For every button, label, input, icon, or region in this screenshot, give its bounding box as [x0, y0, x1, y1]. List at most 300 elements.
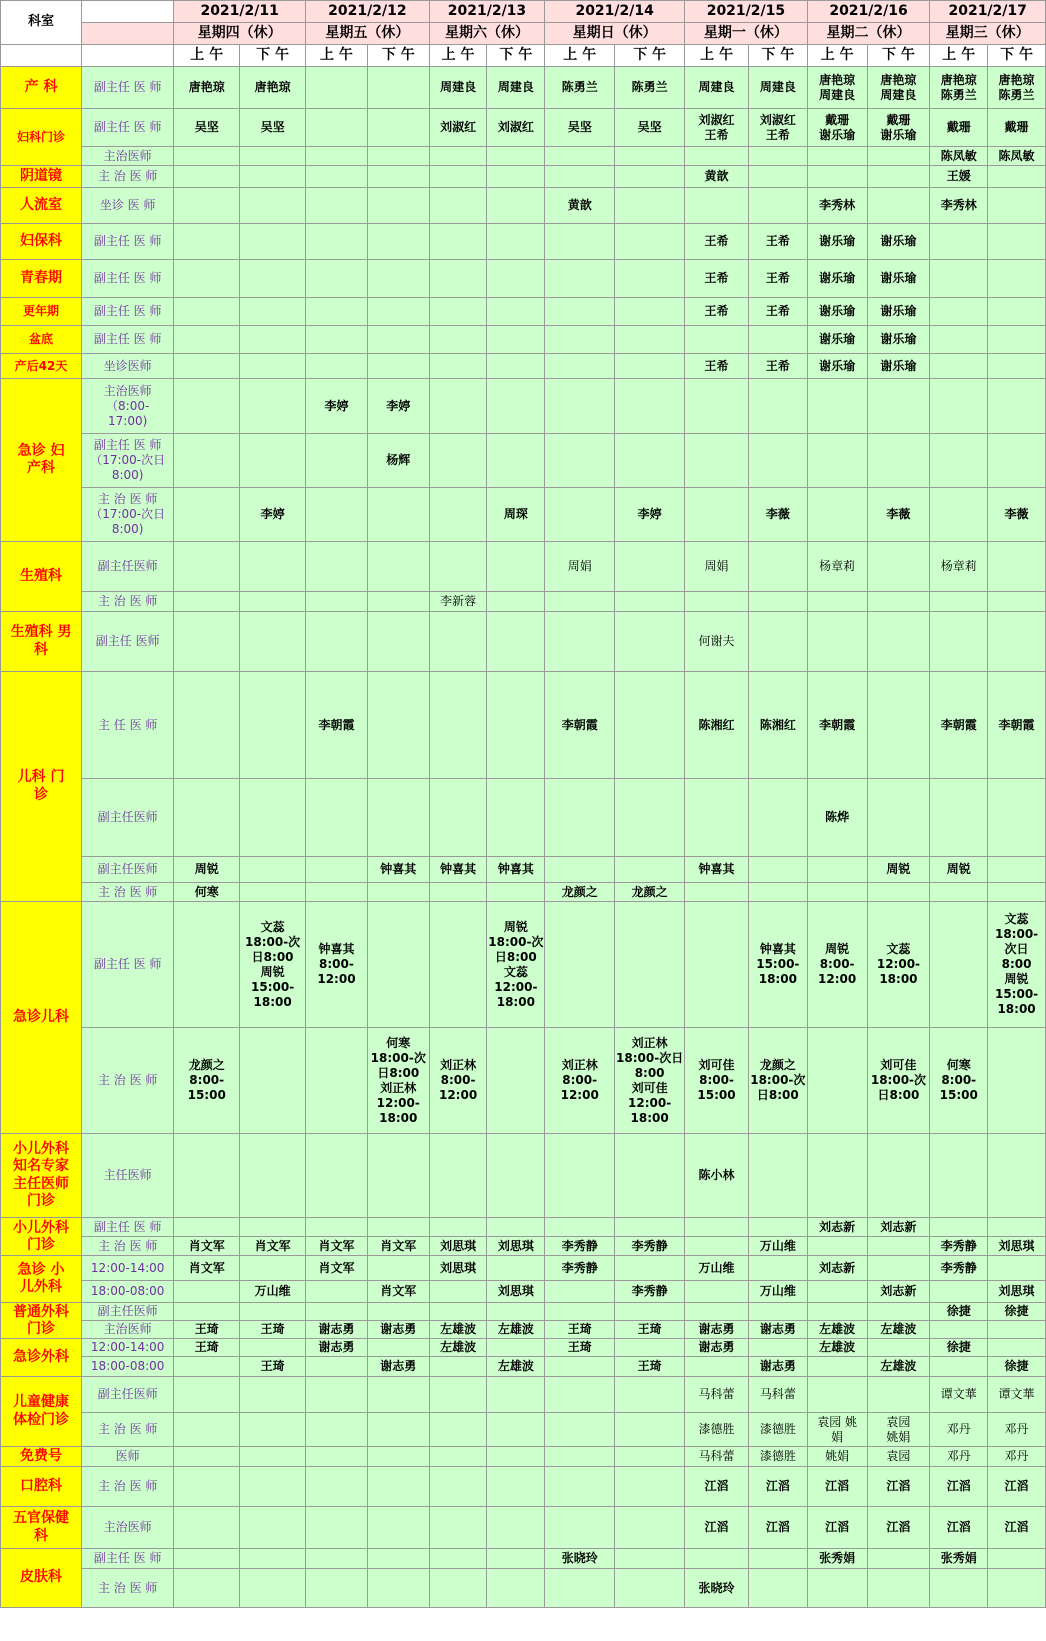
doctor-cell — [174, 224, 240, 260]
doctor-cell: 万山维 — [748, 1281, 807, 1303]
doctor-cell — [545, 379, 615, 434]
department-cell: 五官保健 科 — [1, 1507, 82, 1549]
doctor-cell — [807, 883, 867, 902]
doctor-cell — [685, 1549, 749, 1569]
doctor-cell — [367, 147, 429, 166]
role-cell: 副主任医师 — [82, 1303, 174, 1321]
doctor-cell — [988, 1218, 1046, 1237]
doctor-cell — [545, 902, 615, 1028]
doctor-cell — [240, 592, 306, 612]
role-cell: 主治医师 — [82, 1507, 174, 1549]
doctor-cell — [240, 147, 306, 166]
doctor-cell: 刘可佳 8:00- 15:00 — [685, 1028, 749, 1134]
doctor-cell — [240, 542, 306, 592]
doctor-cell — [867, 1569, 930, 1608]
doctor-cell — [615, 354, 685, 379]
doctor-cell: 刘淑红 — [429, 109, 487, 147]
role-cell: 12:00-14:00 — [82, 1256, 174, 1281]
doctor-cell — [367, 224, 429, 260]
doctor-cell — [306, 779, 368, 857]
doctor-cell: 张晓玲 — [545, 1549, 615, 1569]
doctor-cell: 王希 — [748, 260, 807, 298]
doctor-cell: 江滔 — [988, 1507, 1046, 1549]
doctor-cell — [487, 434, 545, 488]
doctor-cell — [174, 1413, 240, 1447]
doctor-cell — [615, 326, 685, 354]
doctor-cell: 吴坚 — [240, 109, 306, 147]
doctor-cell: 刘思琪 — [429, 1256, 487, 1281]
doctor-cell — [748, 1256, 807, 1281]
department-cell: 人流室 — [1, 188, 82, 224]
role-cell: 主 治 医 师 — [82, 883, 174, 902]
doctor-cell: 王希 — [685, 298, 749, 326]
doctor-cell: 李婷 — [367, 379, 429, 434]
doctor-cell — [930, 1218, 988, 1237]
am-header: 上 午 — [930, 45, 988, 67]
doctor-cell — [174, 1569, 240, 1608]
doctor-cell — [240, 1339, 306, 1357]
doctor-cell — [685, 147, 749, 166]
am-header: 上 午 — [429, 45, 487, 67]
doctor-cell — [174, 1303, 240, 1321]
doctor-cell — [174, 166, 240, 188]
doctor-cell: 陈凤敏 — [988, 147, 1046, 166]
doctor-cell — [306, 188, 368, 224]
doctor-cell — [367, 542, 429, 592]
doctor-cell — [429, 326, 487, 354]
doctor-cell — [930, 1321, 988, 1339]
doctor-cell: 李薇 — [748, 488, 807, 542]
department-cell: 生殖科 — [1, 542, 82, 612]
doctor-cell: 黄歆 — [545, 188, 615, 224]
doctor-cell: 李朝霞 — [306, 672, 368, 779]
date-cell: 2021/2/17 — [930, 1, 1046, 23]
doctor-cell — [367, 67, 429, 109]
doctor-cell: 江滔 — [988, 1467, 1046, 1507]
doctor-cell — [174, 1218, 240, 1237]
doctor-cell — [306, 1467, 368, 1507]
doctor-cell — [988, 326, 1046, 354]
doctor-cell — [685, 779, 749, 857]
pm-header: 下 午 — [240, 45, 306, 67]
schedule-row — [1, 1339, 1046, 1357]
doctor-cell — [429, 224, 487, 260]
doctor-cell — [487, 592, 545, 612]
schedule-row — [1, 1569, 1046, 1608]
doctor-cell — [306, 298, 368, 326]
role-cell: 主 治 医 师 — [82, 1237, 174, 1256]
doctor-cell: 肖文军 — [367, 1281, 429, 1303]
doctor-cell: 钟喜其 — [487, 857, 545, 883]
doctor-cell: 张秀娟 — [930, 1549, 988, 1569]
doctor-cell: 王媛 — [930, 166, 988, 188]
doctor-cell: 左雄波 — [867, 1321, 930, 1339]
role-cell: 副主任 医 师 — [82, 326, 174, 354]
doctor-cell — [367, 260, 429, 298]
doctor-cell — [429, 1569, 487, 1608]
doctor-cell — [685, 434, 749, 488]
doctor-cell — [615, 188, 685, 224]
doctor-cell: 李薇 — [867, 488, 930, 542]
schedule-row — [1, 612, 1046, 672]
doctor-cell — [545, 1447, 615, 1467]
doctor-cell — [487, 1507, 545, 1549]
doctor-cell — [367, 1569, 429, 1608]
doctor-cell — [240, 1569, 306, 1608]
doctor-cell: 谢乐瑜 — [867, 260, 930, 298]
doctor-cell — [807, 147, 867, 166]
doctor-cell — [174, 1467, 240, 1507]
doctor-cell: 刘思琪 — [988, 1281, 1046, 1303]
doctor-cell: 马科蕾 — [685, 1377, 749, 1413]
department-cell: 青春期 — [1, 260, 82, 298]
doctor-cell: 谢志勇 — [748, 1357, 807, 1377]
schedule-row — [1, 188, 1046, 224]
doctor-cell — [240, 224, 306, 260]
schedule-row — [1, 1413, 1046, 1447]
doctor-cell: 左雄波 — [807, 1321, 867, 1339]
doctor-cell: 谢志勇 — [685, 1339, 749, 1357]
doctor-cell: 张秀娟 — [807, 1549, 867, 1569]
role-cell: 副主任医师 — [82, 779, 174, 857]
role-cell: 副主任 医 师 — [82, 109, 174, 147]
doctor-cell — [487, 1339, 545, 1357]
doctor-cell — [930, 1569, 988, 1608]
pm-header: 下 午 — [988, 45, 1046, 67]
doctor-cell: 李秀静 — [930, 1256, 988, 1281]
doctor-cell — [988, 1321, 1046, 1339]
am-header: 上 午 — [807, 45, 867, 67]
doctor-cell — [367, 488, 429, 542]
doctor-cell: 江滔 — [867, 1467, 930, 1507]
role-cell: 坐诊医师 — [82, 354, 174, 379]
doctor-cell — [988, 166, 1046, 188]
doctor-cell: 周锐 18:00-次 日8:00 文蕊 12:00- 18:00 — [487, 902, 545, 1028]
schedule-row — [1, 379, 1046, 434]
doctor-cell — [306, 1569, 368, 1608]
doctor-cell: 刘志新 — [867, 1218, 930, 1237]
schedule-row — [1, 260, 1046, 298]
doctor-cell — [615, 166, 685, 188]
role-cell: 主治医师 （8:00- 17:00) — [82, 379, 174, 434]
doctor-cell: 徐捷 — [988, 1303, 1046, 1321]
doctor-cell — [487, 166, 545, 188]
doctor-cell — [615, 1134, 685, 1218]
doctor-cell — [988, 260, 1046, 298]
doctor-cell: 吴坚 — [545, 109, 615, 147]
department-cell: 急诊外科 — [1, 1339, 82, 1377]
doctor-cell — [240, 1467, 306, 1507]
doctor-cell — [867, 434, 930, 488]
schedule-row — [1, 1218, 1046, 1237]
half-blank — [1, 45, 82, 67]
schedule-row — [1, 542, 1046, 592]
doctor-cell — [685, 379, 749, 434]
department-cell: 普通外科 门诊 — [1, 1303, 82, 1339]
doctor-cell — [988, 857, 1046, 883]
doctor-cell — [748, 326, 807, 354]
doctor-cell — [545, 326, 615, 354]
doctor-cell: 袁园 姚娟 — [867, 1413, 930, 1447]
half-blank — [82, 45, 174, 67]
role-cell: 副主任医师 — [82, 542, 174, 592]
department-cell: 更年期 — [1, 298, 82, 326]
doctor-cell: 谢乐瑜 — [867, 354, 930, 379]
doctor-cell: 李秀林 — [807, 188, 867, 224]
doctor-cell — [367, 612, 429, 672]
doctor-cell — [807, 857, 867, 883]
doctor-cell — [487, 147, 545, 166]
doctor-cell: 李婷 — [615, 488, 685, 542]
doctor-cell — [867, 1549, 930, 1569]
doctor-cell — [807, 1357, 867, 1377]
department-cell: 妇保科 — [1, 224, 82, 260]
doctor-cell: 李朝霞 — [930, 672, 988, 779]
department-cell: 生殖科 男 科 — [1, 612, 82, 672]
doctor-cell — [487, 224, 545, 260]
doctor-cell — [748, 1339, 807, 1357]
doctor-cell — [615, 1507, 685, 1549]
doctor-cell — [240, 612, 306, 672]
doctor-cell: 李秀静 — [545, 1237, 615, 1256]
schedule-row — [1, 672, 1046, 779]
doctor-cell: 王希 — [748, 224, 807, 260]
department-cell: 免费号 — [1, 1447, 82, 1467]
doctor-cell: 刘正林 8:00- 12:00 — [429, 1028, 487, 1134]
half-day-row — [1, 45, 1046, 67]
doctor-cell — [930, 592, 988, 612]
doctor-cell: 王琦 — [545, 1339, 615, 1357]
doctor-cell — [867, 1339, 930, 1357]
doctor-cell — [487, 1303, 545, 1321]
doctor-cell — [615, 1413, 685, 1447]
doctor-cell: 江滔 — [748, 1507, 807, 1549]
doctor-cell — [685, 1281, 749, 1303]
doctor-cell — [748, 434, 807, 488]
doctor-cell — [240, 1413, 306, 1447]
doctor-cell: 戴珊 谢乐瑜 — [807, 109, 867, 147]
doctor-cell: 戴珊 谢乐瑜 — [867, 109, 930, 147]
doctor-cell — [867, 592, 930, 612]
doctor-cell — [174, 379, 240, 434]
doctor-cell — [988, 298, 1046, 326]
doctor-cell: 周建良 — [487, 67, 545, 109]
doctor-cell: 刘淑红 王希 — [748, 109, 807, 147]
doctor-cell — [174, 592, 240, 612]
doctor-cell — [306, 354, 368, 379]
doctor-cell — [748, 379, 807, 434]
doctor-cell — [487, 298, 545, 326]
doctor-cell: 王希 — [685, 354, 749, 379]
doctor-cell — [930, 434, 988, 488]
doctor-cell: 王琦 — [174, 1321, 240, 1339]
doctor-cell — [988, 1134, 1046, 1218]
schedule-row — [1, 1303, 1046, 1321]
doctor-cell — [545, 1377, 615, 1413]
doctor-cell: 漆德胜 — [748, 1413, 807, 1447]
doctor-cell — [988, 1028, 1046, 1134]
doctor-cell — [930, 379, 988, 434]
doctor-cell: 钟喜其 — [367, 857, 429, 883]
doctor-cell: 左雄波 — [487, 1321, 545, 1339]
doctor-cell — [867, 1134, 930, 1218]
doctor-cell: 李秀静 — [615, 1237, 685, 1256]
schedule-row — [1, 326, 1046, 354]
doctor-cell — [685, 1237, 749, 1256]
date-cell: 2021/2/11 — [174, 1, 306, 23]
doctor-cell: 周锐 — [867, 857, 930, 883]
doctor-cell — [545, 1569, 615, 1608]
doctor-cell: 刘思琪 — [429, 1237, 487, 1256]
doctor-cell — [487, 1028, 545, 1134]
doctor-cell — [367, 902, 429, 1028]
doctor-cell — [988, 434, 1046, 488]
doctor-cell — [429, 1447, 487, 1467]
doctor-cell — [367, 1413, 429, 1447]
schedule-row — [1, 166, 1046, 188]
doctor-cell — [240, 883, 306, 902]
role-cell: 主治医师 — [82, 147, 174, 166]
doctor-cell: 黄歆 — [685, 166, 749, 188]
doctor-cell — [685, 902, 749, 1028]
doctor-cell — [748, 542, 807, 592]
doctor-cell — [367, 1377, 429, 1413]
am-header: 上 午 — [545, 45, 615, 67]
schedule-row — [1, 354, 1046, 379]
doctor-cell: 江滔 — [930, 1507, 988, 1549]
doctor-cell — [930, 298, 988, 326]
doctor-cell: 邓丹 — [988, 1447, 1046, 1467]
am-header: 上 午 — [306, 45, 368, 67]
doctor-cell — [240, 1447, 306, 1467]
role-cell: 主 治 医 师 — [82, 166, 174, 188]
doctor-cell: 钟喜其 8:00- 12:00 — [306, 902, 368, 1028]
doctor-cell — [174, 1377, 240, 1413]
doctor-cell — [748, 592, 807, 612]
doctor-cell: 周建良 — [685, 67, 749, 109]
doctor-cell — [429, 612, 487, 672]
doctor-cell — [988, 188, 1046, 224]
doctor-cell — [367, 298, 429, 326]
doctor-cell — [615, 857, 685, 883]
doctor-cell — [807, 612, 867, 672]
doctor-cell — [429, 1377, 487, 1413]
doctor-cell: 漆德胜 — [685, 1413, 749, 1447]
schedule-row — [1, 902, 1046, 1028]
doctor-cell — [174, 260, 240, 298]
doctor-cell — [487, 1256, 545, 1281]
doctor-cell: 周琛 — [487, 488, 545, 542]
doctor-cell: 江滔 — [930, 1467, 988, 1507]
doctor-cell — [807, 1281, 867, 1303]
doctor-cell — [545, 857, 615, 883]
weekday-cell: 星期日（休） — [545, 23, 685, 45]
doctor-cell — [615, 379, 685, 434]
doctor-cell — [429, 298, 487, 326]
doctor-cell — [367, 1447, 429, 1467]
doctor-cell — [615, 298, 685, 326]
doctor-cell — [306, 1377, 368, 1413]
doctor-cell — [487, 1134, 545, 1218]
schedule-row — [1, 1028, 1046, 1134]
role-cell: 副主任 医 师 — [82, 260, 174, 298]
doctor-cell — [367, 883, 429, 902]
doctor-cell — [615, 1549, 685, 1569]
role-cell: 主任医师 — [82, 1134, 174, 1218]
doctor-cell: 邓丹 — [930, 1413, 988, 1447]
role-cell: 18:00-08:00 — [82, 1357, 174, 1377]
doctor-cell: 江滔 — [685, 1467, 749, 1507]
doctor-cell — [306, 1413, 368, 1447]
doctor-cell: 江滔 — [867, 1507, 930, 1549]
doctor-cell — [240, 1377, 306, 1413]
doctor-cell — [807, 1237, 867, 1256]
doctor-cell — [367, 1507, 429, 1549]
doctor-cell — [174, 612, 240, 672]
doctor-cell — [174, 188, 240, 224]
doctor-cell: 肖文军 — [174, 1256, 240, 1281]
doctor-cell — [545, 1357, 615, 1377]
weekday-cell: 星期五（休） — [306, 23, 430, 45]
doctor-cell — [930, 326, 988, 354]
doctor-cell — [748, 1218, 807, 1237]
doctor-cell — [615, 542, 685, 592]
doctor-cell — [988, 592, 1046, 612]
doctor-cell — [545, 612, 615, 672]
doctor-cell: 左雄波 — [429, 1339, 487, 1357]
doctor-cell: 谢乐瑜 — [867, 326, 930, 354]
doctor-cell — [174, 1507, 240, 1549]
date-cell: 2021/2/14 — [545, 1, 685, 23]
doctor-cell — [429, 1357, 487, 1377]
doctor-cell — [807, 1028, 867, 1134]
doctor-cell — [306, 1218, 368, 1237]
doctor-cell — [306, 260, 368, 298]
doctor-cell — [367, 672, 429, 779]
doctor-cell — [988, 354, 1046, 379]
schedule-row — [1, 592, 1046, 612]
doctor-cell: 龙颜之 18:00-次 日8:00 — [748, 1028, 807, 1134]
doctor-cell: 何寒 8:00- 15:00 — [930, 1028, 988, 1134]
doctor-cell — [367, 1303, 429, 1321]
doctor-cell — [545, 1134, 615, 1218]
doctor-cell — [487, 354, 545, 379]
doctor-cell — [306, 1549, 368, 1569]
doctor-cell — [487, 1377, 545, 1413]
doctor-cell — [685, 592, 749, 612]
doctor-cell — [306, 67, 368, 109]
doctor-cell: 徐捷 — [930, 1339, 988, 1357]
doctor-cell: 何寒 — [174, 883, 240, 902]
doctor-cell — [174, 779, 240, 857]
role-cell: 副主任 医 师 （17:00-次日 8:00) — [82, 434, 174, 488]
department-cell: 小儿外科 门诊 — [1, 1218, 82, 1256]
doctor-cell: 李朝霞 — [545, 672, 615, 779]
department-cell: 儿童健康 体检门诊 — [1, 1377, 82, 1447]
doctor-cell: 姚娟 — [807, 1447, 867, 1467]
doctor-cell — [174, 488, 240, 542]
doctor-cell: 刘志新 — [807, 1218, 867, 1237]
doctor-cell: 李秀静 — [615, 1281, 685, 1303]
doctor-cell — [545, 1218, 615, 1237]
doctor-cell: 刘志新 — [867, 1281, 930, 1303]
doctor-cell: 何寒 18:00-次 日8:00 刘正林 12:00- 18:00 — [367, 1028, 429, 1134]
doctor-cell: 刘志新 — [807, 1256, 867, 1281]
doctor-cell — [429, 147, 487, 166]
doctor-cell: 唐艳琼 陈勇兰 — [988, 67, 1046, 109]
doctor-cell: 王琦 — [615, 1357, 685, 1377]
doctor-cell — [487, 1549, 545, 1569]
